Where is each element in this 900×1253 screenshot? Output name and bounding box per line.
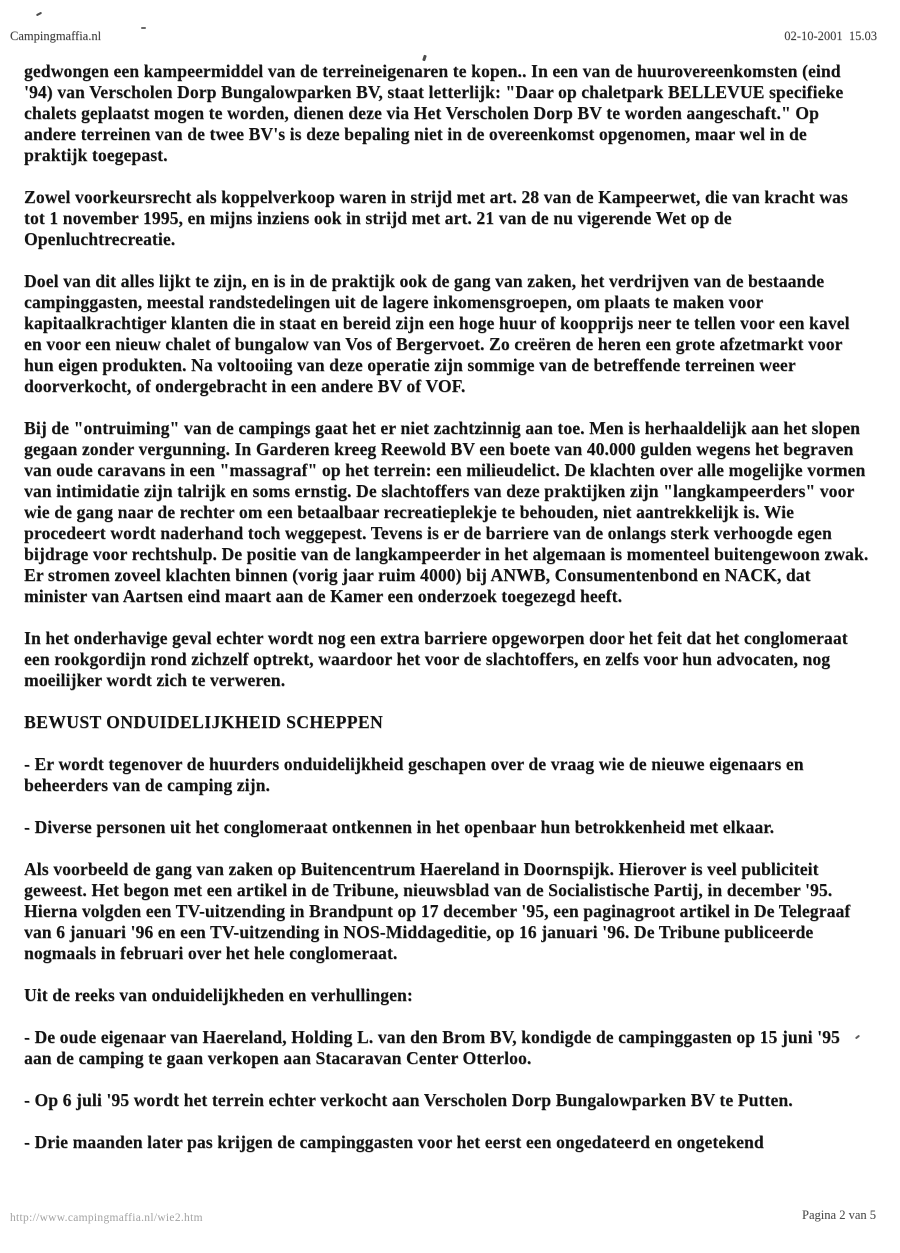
print-header <box>10 29 877 44</box>
list-item: - De oude eigenaar van Haereland, Holding L. van den Brom BV, kondigde de campinggasten op 15 juni '95 aan de camping te gaan verkopen aan Stacaravan Center Otterloo. <box>24 1027 840 1068</box>
paragraph: Als voorbeeld de gang van zaken op Buitencentrum Haereland in Doornspijk. Hierover is veel publiciteit geweest. Het begon met een artikel in de Tribune, nieuwsblad van de Socialistische Partij, in december '95. Hierna volgden een TV-uitzending in Brandpunt op 17 december '95, een paginagroot artikel in De Telegraaf van 6 januari '96 en een TV-uitzending in NOS-Middageditie, op 16 januari '96. De Tribune publiceerde nogmaals in februari over het hele conglomeraat. <box>24 859 851 963</box>
site-title: Campingmaffia.nl <box>10 29 102 43</box>
print-datetime: 02-10-2001 15.03 <box>784 29 877 43</box>
list-item: - Er wordt tegenover de huurders onduidelijkheid geschapen over de vraag wie de nieuwe eigenaars en beheerders van de camping zijn. <box>24 754 804 795</box>
paragraph: Zowel voorkeursrecht als koppelverkoop waren in strijd met art. 28 van de Kampeerwet, die van kracht was tot 1 november 1995, en mijns inziens ook in strijd met art. 21 van de nu vigerende Wet op de Openluchtrecreatie. <box>24 187 848 249</box>
list-item: - Drie maanden later pas krijgen de campinggasten voor het eerst een ongedateerd en ongetekend <box>24 1132 764 1152</box>
list-item: - Op 6 juli '95 wordt het terrein echter verkocht aan Verscholen Dorp Bungalowparken BV te Putten. <box>24 1090 793 1110</box>
paragraph: Doel van dit alles lijkt te zijn, en is in de praktijk ook de gang van zaken, het verdrijven van de bestaande campinggasten, meestal randstedelingen uit de lagere inkomensgroepen, om plaats te maken voor kapitaalkrachtiger klanten die in staat en bereid zijn een hoge huur of koopprijs neer te tellen voor een kavel en voor een nieuw chalet of bungalow van Vos of Bergervoet. Zo creëren de heren een grote afzetmarkt voor hun eigen produkten. Na voltooiing van deze operatie zijn sommige van de betreffende terreinen weer doorverkocht, of ondergebracht in een andere BV of VOF. <box>24 271 850 396</box>
paragraph: Uit de reeks van onduidelijkheden en verhullingen: <box>24 985 413 1005</box>
paragraph: In het onderhavige geval echter wordt nog een extra barriere opgeworpen door het feit dat het conglomeraat een rookgordijn rond zichzelf optrekt, waardoor het voor de slachtoffers, en zelfs voor hun advocaten, nog moeilijker wordt zich te verweren. <box>24 628 848 690</box>
paragraph: gedwongen een kampeermiddel van de terreineigenaren te kopen.. In een van de huurovereenkomsten (eind '94) van Verscholen Dorp Bungalowparken BV, staat letterlijk: "Daar op chaletpark BELLEVUE specifieke chalets geplaatst mogen te worden, dienen deze via Het Verscholen Dorp BV te worden aangeschaft." Op andere terreinen van de twee BV's is deze bepaling niet in de overeenkomst opgenomen, maar wel in de praktijk toegepast. <box>24 61 844 165</box>
section-heading: BEWUST ONDUIDELIJKHEID SCHEPPEN <box>24 712 384 732</box>
print-footer-url: http://www.campingmaffia.nl/wie2.htm <box>10 1212 203 1224</box>
list-item: - Diverse personen uit het conglomeraat ontkennen in het openbaar hun betrokkenheid met elkaar. <box>24 817 775 837</box>
page-indicator: Pagina 2 van 5 <box>802 1208 876 1222</box>
document-body <box>24 61 870 1174</box>
paragraph: Bij de "ontruiming" van de campings gaat het er niet zachtzinnig aan toe. Men is herhaaldelijk aan het slopen gegaan zonder vergunning. In Garderen kreeg Reewold BV een boete van 40.000 gulden wegens het begraven van oude caravans in een "massagraf" op het terrein: een milieudelict. De klachten over alle mogelijke vormen van intimidatie zijn talrijk en soms ernstig. De slachtoffers van deze praktijken zijn "langkampeerders" voor wie de gang naar de rechter om een betaalbaar recreatieplekje te behouden, niet aantrekkelijk is. Wie procedeert wordt naderhand toch weggepest. Tevens is er de barriere van de onlangs sterk verhoogde egen bijdrage voor rechtshulp. De positie van de langkampeerder in het algemaan is momenteel buitengewoon zwak. Er stromen zoveel klachten binnen (vorig jaar ruim 4000) bij ANWB, Consumentenbond en NACK, dat minister van Aartsen eind maart aan de Kamer een onderzoek toegezegd heeft. <box>24 418 869 606</box>
scan-artifact-mark <box>36 12 42 17</box>
